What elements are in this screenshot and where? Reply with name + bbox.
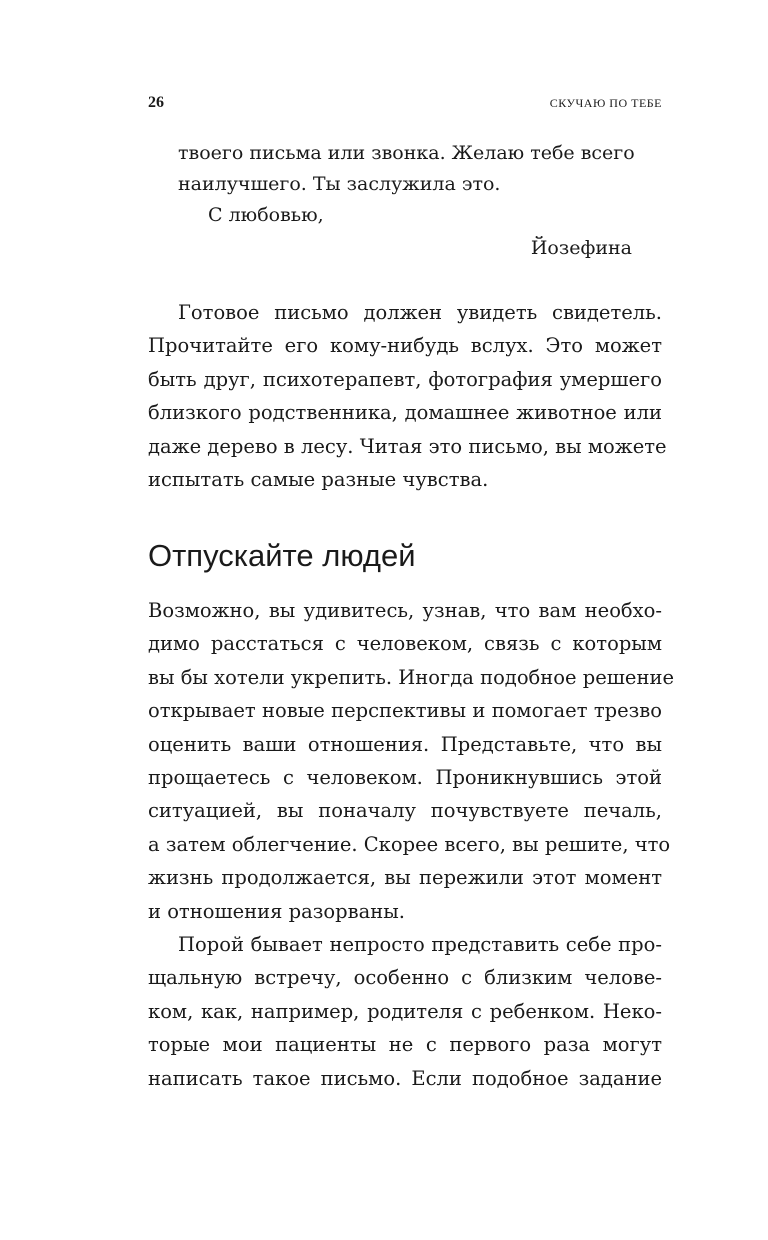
text-line: написать такое письмо. Если подобное задание [148, 1066, 662, 1090]
text-line: Возможно, вы удивитесь, узнав, что вам необхо- [148, 599, 662, 622]
paragraph-farewell [148, 594, 674, 928]
text-line: и отношения разорваны. [148, 899, 405, 923]
letter-line: наилучшего. Ты заслужила это. [178, 173, 501, 195]
text-line: прощаетесь с человеком. Проникнувшись этой [148, 766, 662, 790]
section-heading: Отпускайте людей [148, 538, 416, 573]
running-title: СКУЧАЮ ПО ТЕБЕ [549, 96, 662, 110]
text-line: быть друг, психотерапевт, фотография умершего [148, 367, 662, 391]
running-head [148, 94, 662, 114]
paragraph-witness [148, 296, 667, 496]
letter-line: твоего письма или звонка. Желаю тебе всего [178, 142, 635, 164]
text-line: ком, как, например, родителя с ребенком. Неко- [148, 999, 662, 1023]
letter-excerpt [178, 138, 648, 264]
letter-signature: Йозефина [530, 237, 632, 259]
paragraph-difficulty [148, 928, 662, 1095]
letter-salutation: С любовью, [208, 204, 324, 226]
text-line: испытать самые разные чувства. [148, 468, 489, 492]
text-line: димо расстаться с человеком, связь с которым [148, 632, 662, 656]
text-line: щальную встречу, особенно с близким челове- [148, 966, 662, 990]
text-line: близкого родственника, домашнее животное или [148, 401, 662, 425]
text-line: Порой бывает непросто представить себе про- [178, 933, 662, 956]
text-line: ситуацией, вы поначалу почувствуете печаль, [148, 799, 662, 823]
text-line: оценить ваши отношения. Представьте, что вы [148, 732, 662, 756]
text-line: жизнь продолжается, вы пережили этот момент [148, 866, 662, 890]
text-line: Прочитайте его кому-нибудь вслух. Это может [148, 334, 662, 358]
text-line: торые мои пациенты не с первого раза могут [148, 1033, 662, 1057]
text-line: даже дерево в лесу. Читая это письмо, вы можете [148, 434, 667, 458]
text-line: а затем облегчение. Скорее всего, вы решите, что [148, 832, 671, 856]
text-line: открывает новые перспективы и помогает трезво [148, 699, 662, 723]
text-line: Готовое письмо должен увидеть свидетель. [178, 301, 662, 324]
page-number: 26 [148, 94, 164, 111]
text-line: вы бы хотели укрепить. Иногда подобное решение [148, 665, 674, 689]
